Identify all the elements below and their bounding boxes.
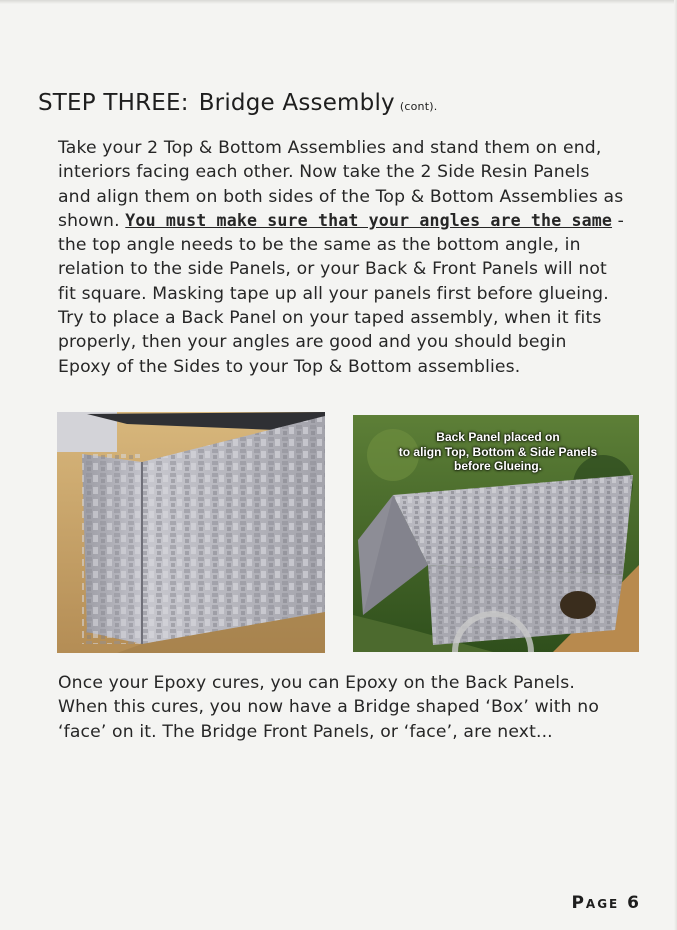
caption-line: to align Top, Bottom & Side Panels xyxy=(398,444,598,459)
intro-emphasis: You must make sure that your angles are the same xyxy=(125,210,613,230)
assembly-side-illustration xyxy=(57,412,325,653)
back-panel-photo xyxy=(353,415,639,652)
intro-text-start: Take your 2 Top & Bottom Assemblies and stand them on end, interiors facing each other. Now take the 2 Side Resin Panels and align them on both sides of the Top & Bottom Assemblies as shown. xyxy=(58,138,624,231)
caption-line: Back Panel placed on xyxy=(436,430,560,444)
outro-paragraph: Once your Epoxy cures, you can Epoxy on the Back Panels. When this cures, you now have a Bridge shaped ‘Box’ with no ‘face’ on it. The Bridge Front Panels, or ‘face’, are next... xyxy=(58,673,599,742)
section-title: Bridge Assembly xyxy=(198,90,395,116)
page-number: Page 6 xyxy=(571,893,641,913)
section-heading xyxy=(38,90,437,116)
photo-caption xyxy=(353,430,639,474)
caption-line: before Glueing. xyxy=(453,459,542,473)
continued-label: (cont). xyxy=(399,100,438,113)
intro-paragraph xyxy=(58,136,624,379)
step-label: STEP THREE: xyxy=(38,90,189,116)
assembly-side-photo xyxy=(57,412,325,653)
page-top-edge xyxy=(0,0,677,4)
intro-text-end: - the top angle needs to be the same as the bottom angle, in relation to the side Panels, or your Back & Front Panels will not fit square. Masking tape up all your panels first before glueing. Try to place a Back Panel on your taped assembly, when it fits properly, then your angles are good and you should begin Epoxy of the Sides to your Top & Bottom assemblies. xyxy=(58,210,624,377)
